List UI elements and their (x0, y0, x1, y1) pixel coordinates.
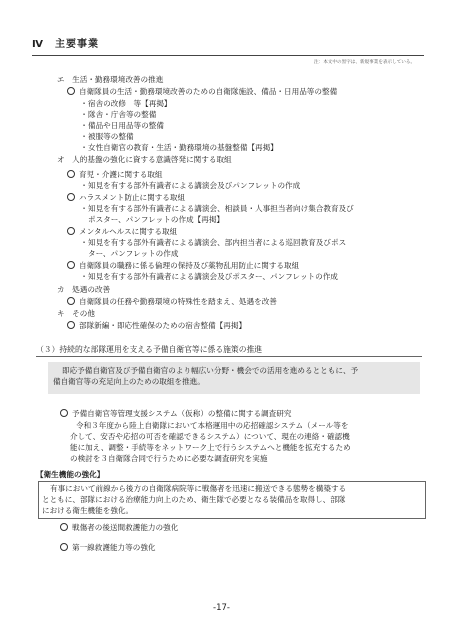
item-o-circle-1 (67, 170, 163, 180)
section-3-circle-1-text: 予備自衛官等管理支援システム（仮称）の整備に関する調査研究 (72, 409, 292, 418)
circle-bullet-icon (60, 523, 68, 531)
section-3-rule (36, 356, 422, 357)
item-e-bullet-4 (80, 132, 134, 142)
item-o-bullet-3-cont: ター、パンフレットの作成 (88, 249, 179, 258)
dot-bullet-icon: ・ (80, 181, 88, 190)
item-ki-circle-1-text: 部隊新編・即応性確保のための宿舎整備【再掲】 (79, 321, 247, 330)
item-o-circle-2-text: ハラスメント防止に関する取組 (79, 193, 186, 202)
item-o-circle-4-text: 自衛隊員の職務に係る倫理の保持及び薬物乱用防止に関する取組 (79, 261, 300, 270)
item-o-circle-3 (67, 227, 177, 237)
bullet-text: 女性自衛官の教育・生活・勤務環境の基盤整備【再掲】 (88, 143, 278, 152)
page-number: -17- (213, 603, 230, 613)
item-o-heading: オ 人的基盤の強化に資する意識啓発に関する取組 (57, 155, 232, 164)
item-o-bullet-2-cont: ポスター、パンフレットの作成【再掲】 (88, 215, 225, 224)
item-ka-circle-1 (67, 297, 277, 307)
circle-bullet-icon (67, 297, 75, 305)
section-3-title: （３）持続的な部隊運用を支える予備自衛官等に係る施策の推進 (36, 345, 263, 354)
medical-circle-2 (60, 543, 156, 553)
circle-bullet-icon (60, 409, 68, 417)
item-o-bullet-3 (80, 238, 346, 248)
item-e-circle-1 (67, 87, 337, 97)
circle-bullet-icon (60, 543, 68, 551)
bullet-text: 隊舎・庁舎等の整備 (88, 110, 157, 119)
medical-intro-line-3: における衛生機能を強化。 (42, 506, 134, 515)
item-o-circle-2 (67, 193, 185, 203)
section-3-para-1: 令和３年度から陸上自衛隊において本格運用中の応招確認システム（メール等を (76, 421, 349, 430)
dot-bullet-icon: ・ (80, 121, 88, 130)
item-ki-circle-1 (67, 321, 246, 331)
dot-bullet-icon: ・ (80, 204, 88, 213)
item-ki-heading: キ その他 (57, 309, 95, 318)
medical-heading: 【衛生機能の強化】 (36, 470, 105, 479)
dot-bullet-icon: ・ (80, 143, 88, 152)
item-o-circle-4 (67, 261, 299, 271)
medical-circle-1-text: 戦傷者の後送間救護能力の強化 (72, 523, 179, 532)
circle-bullet-icon (67, 321, 75, 329)
section-heading: Ⅳ 主要事業 (32, 39, 99, 50)
section-3-para-2: 介して、安否や応招の可否を確認できるシステム）について、現在の連絡・確認機 (70, 432, 350, 441)
dot-bullet-icon: ・ (80, 132, 88, 141)
section-3-intro-line-2: 備自衛官等の充足向上のための取組を推進。 (53, 377, 205, 386)
item-o-bullet-1 (80, 181, 300, 191)
item-o-circle-3-text: メンタルヘルスに関する取組 (79, 227, 178, 236)
circle-bullet-icon (67, 87, 75, 95)
bullet-text: 知見を有する部外有識者による講演会及びポスター、パンフレットの作成 (88, 272, 338, 281)
item-e-bullet-5 (80, 143, 278, 153)
circle-bullet-icon (67, 170, 75, 178)
medical-intro-line-2: とともに、部隊における治療能力向上のため、衛生隊で必要となる装備品を取得し、部隊 (42, 495, 346, 504)
circle-bullet-icon (67, 261, 75, 269)
item-e-heading: エ 生活・勤務環境改善の推進 (57, 75, 164, 84)
item-o-bullet-4 (80, 272, 338, 282)
medical-circle-1 (60, 523, 178, 533)
dot-bullet-icon: ・ (80, 110, 88, 119)
heading-rule (32, 55, 424, 56)
item-ka-circle-1-text: 自衛隊員の任務や勤務環境の特殊性を踏まえ、処遇を改善 (79, 297, 277, 306)
bullet-text: 宿舎の改修 等【再掲】 (88, 99, 172, 108)
item-ka-heading: カ 処遇の改善 (57, 285, 111, 294)
item-e-bullet-3 (80, 121, 164, 131)
dot-bullet-icon: ・ (80, 272, 88, 281)
dot-bullet-icon: ・ (80, 238, 88, 247)
bullet-text: 知見を有する部外有識者による講演会、部内担当者による巡回教育及びポス (88, 238, 347, 247)
item-o-circle-1-text: 育児・介護に関する取組 (79, 170, 163, 179)
item-o-bullet-2 (80, 204, 354, 214)
legend-note: 注：本文中の黒字は、新規事業を表示している。 (314, 60, 416, 65)
bullet-text: 被服等の整備 (88, 132, 134, 141)
item-e-bullet-1 (80, 99, 172, 109)
medical-circle-2-text: 第一線救護能力等の強化 (72, 543, 156, 552)
bullet-text: 知見を有する部外有識者による講演会及びパンフレットの作成 (88, 181, 301, 190)
circle-bullet-icon (67, 193, 75, 201)
medical-intro-line-1: 有事において前線から後方の自衛隊病院等に戦傷者を迅速に搬送できる態勢を構築する (50, 484, 347, 493)
section-3-para-3: 能に加え、調整・手続等をネットワーク上で行うシステムへと機能を拡充するため (70, 443, 351, 452)
circle-bullet-icon (67, 227, 75, 235)
dot-bullet-icon: ・ (80, 99, 88, 108)
item-e-bullet-2 (80, 110, 156, 120)
bullet-text: 備品や日用品等の整備 (88, 121, 164, 130)
section-3-circle-1 (60, 409, 291, 419)
section-3-para-4: の検討を３自衛隊合同で行うために必要な調査研究を実施 (70, 454, 268, 463)
item-e-circle-1-text: 自衛隊員の生活・勤務環境改善のための自衛隊施設、備品・日用品等の整備 (79, 87, 338, 96)
section-3-intro-line-1: 即応予備自衛官及び予備自衛官のより幅広い分野・機会での活用を進めるとともに、予 (62, 366, 359, 375)
bullet-text: 知見を有する部外有識者による講演会、相談員・人事担当者向け集合教育及び (88, 204, 354, 213)
